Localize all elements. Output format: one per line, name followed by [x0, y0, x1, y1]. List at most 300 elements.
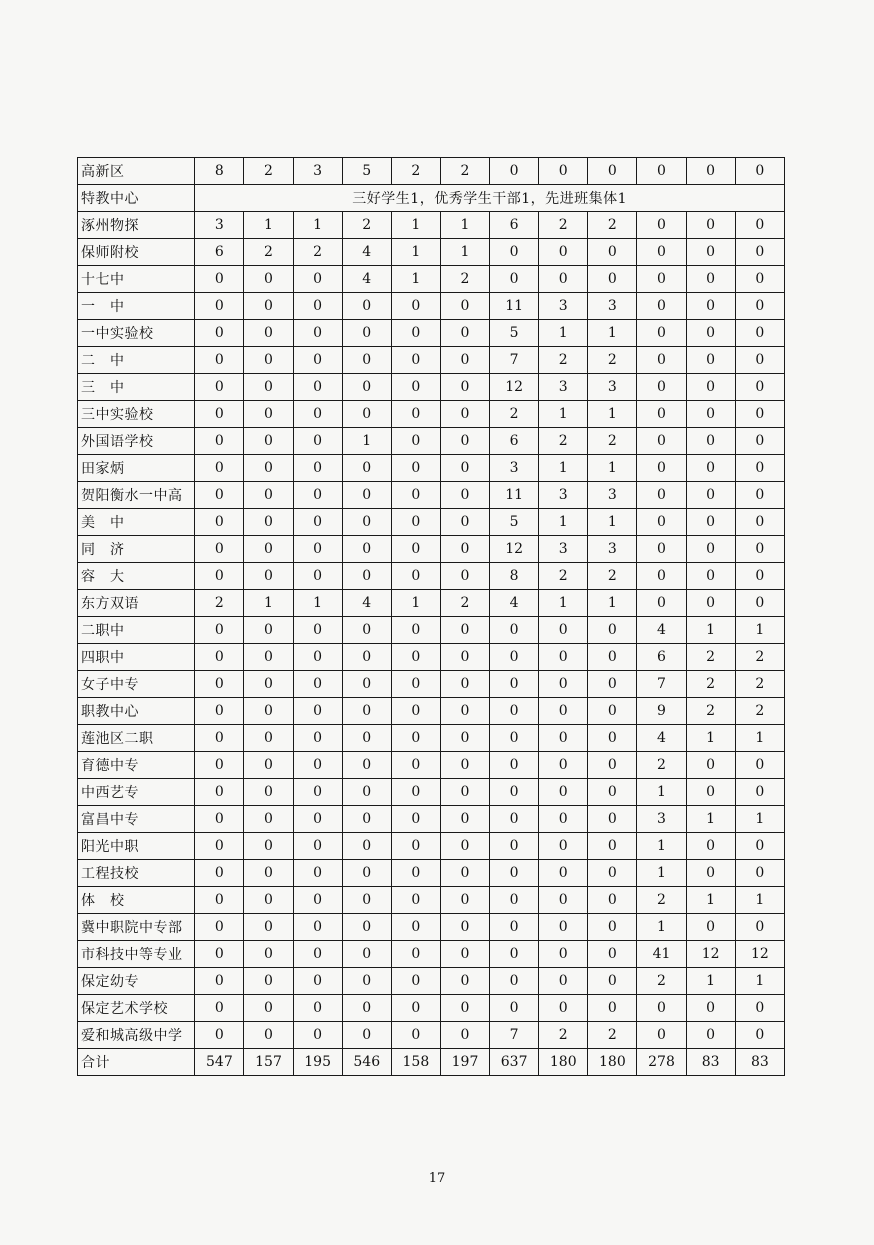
value-cell: 0 [244, 752, 293, 779]
value-cell: 4 [637, 725, 686, 752]
value-cell: 0 [637, 239, 686, 266]
value-cell: 0 [391, 914, 440, 941]
value-cell: 0 [588, 158, 637, 185]
value-cell: 5 [342, 158, 391, 185]
value-cell: 0 [244, 644, 293, 671]
value-cell: 1 [391, 266, 440, 293]
value-cell: 0 [490, 617, 539, 644]
value-cell: 8 [490, 563, 539, 590]
value-cell: 2 [686, 644, 735, 671]
table-row [78, 968, 785, 995]
value-cell: 0 [342, 401, 391, 428]
school-name-cell: 田家炳 [78, 455, 195, 482]
value-cell: 2 [686, 671, 735, 698]
school-name-cell: 二 中 [78, 347, 195, 374]
value-cell: 2 [440, 590, 489, 617]
value-cell: 0 [440, 752, 489, 779]
value-cell: 0 [637, 212, 686, 239]
value-cell: 0 [735, 563, 784, 590]
value-cell: 0 [293, 266, 342, 293]
value-cell: 12 [686, 941, 735, 968]
value-cell: 0 [244, 509, 293, 536]
value-cell: 0 [735, 428, 784, 455]
value-cell: 0 [195, 698, 244, 725]
value-cell: 0 [342, 536, 391, 563]
value-cell: 2 [342, 212, 391, 239]
value-cell: 2 [735, 671, 784, 698]
value-cell: 0 [539, 617, 588, 644]
value-cell: 0 [440, 887, 489, 914]
value-cell: 0 [588, 617, 637, 644]
table-row [78, 158, 785, 185]
value-cell: 0 [735, 239, 784, 266]
value-cell: 0 [490, 644, 539, 671]
value-cell: 12 [490, 536, 539, 563]
value-cell: 0 [244, 266, 293, 293]
value-cell: 0 [588, 995, 637, 1022]
value-cell: 0 [195, 320, 244, 347]
value-cell: 0 [195, 644, 244, 671]
value-cell: 0 [686, 401, 735, 428]
value-cell: 0 [637, 266, 686, 293]
value-cell: 2 [539, 563, 588, 590]
value-cell: 0 [244, 671, 293, 698]
value-cell: 0 [539, 995, 588, 1022]
school-name-cell: 中西艺专 [78, 779, 195, 806]
value-cell: 0 [293, 536, 342, 563]
value-cell: 0 [342, 617, 391, 644]
value-cell: 0 [244, 968, 293, 995]
value-cell: 0 [440, 833, 489, 860]
value-cell: 2 [735, 698, 784, 725]
value-cell: 0 [637, 374, 686, 401]
value-cell: 1 [440, 239, 489, 266]
value-cell: 0 [391, 563, 440, 590]
value-cell: 2 [588, 428, 637, 455]
value-cell: 0 [539, 779, 588, 806]
table-row [78, 914, 785, 941]
table-row [78, 644, 785, 671]
value-cell: 0 [588, 779, 637, 806]
value-cell: 0 [440, 806, 489, 833]
value-cell: 0 [490, 860, 539, 887]
value-cell: 1 [440, 212, 489, 239]
value-cell: 3 [588, 374, 637, 401]
value-cell: 0 [637, 401, 686, 428]
value-cell: 0 [342, 482, 391, 509]
value-cell: 0 [735, 347, 784, 374]
value-cell: 0 [686, 428, 735, 455]
value-cell: 2 [244, 239, 293, 266]
value-cell: 3 [588, 536, 637, 563]
value-cell: 0 [539, 158, 588, 185]
value-cell: 0 [391, 752, 440, 779]
value-cell: 3 [637, 806, 686, 833]
school-name-cell: 贺阳衡水一中高 [78, 482, 195, 509]
school-name-cell: 三 中 [78, 374, 195, 401]
value-cell: 0 [391, 644, 440, 671]
value-cell: 6 [490, 428, 539, 455]
value-cell: 0 [244, 941, 293, 968]
value-cell: 0 [637, 158, 686, 185]
value-cell: 0 [391, 725, 440, 752]
value-cell: 0 [195, 428, 244, 455]
value-cell: 1 [244, 212, 293, 239]
value-cell: 0 [440, 563, 489, 590]
value-cell: 0 [342, 320, 391, 347]
value-cell: 2 [539, 347, 588, 374]
value-cell: 0 [293, 914, 342, 941]
value-cell: 0 [686, 374, 735, 401]
value-cell: 2 [440, 266, 489, 293]
value-cell: 0 [735, 833, 784, 860]
value-cell: 0 [342, 914, 391, 941]
value-cell: 0 [735, 914, 784, 941]
table-row [78, 293, 785, 320]
value-cell: 3 [539, 536, 588, 563]
school-name-cell: 涿州物探 [78, 212, 195, 239]
value-cell: 11 [490, 293, 539, 320]
table-row [78, 725, 785, 752]
table-row [78, 536, 785, 563]
value-cell: 1 [391, 590, 440, 617]
value-cell: 0 [686, 914, 735, 941]
value-cell: 0 [293, 374, 342, 401]
value-cell: 1 [588, 509, 637, 536]
value-cell: 0 [244, 536, 293, 563]
value-cell: 0 [490, 995, 539, 1022]
value-cell: 0 [244, 698, 293, 725]
value-cell: 0 [735, 536, 784, 563]
value-cell: 0 [490, 833, 539, 860]
value-cell: 12 [490, 374, 539, 401]
value-cell: 0 [735, 1022, 784, 1049]
value-cell: 0 [735, 860, 784, 887]
value-cell: 0 [391, 347, 440, 374]
school-name-cell: 同 济 [78, 536, 195, 563]
table-row [78, 590, 785, 617]
value-cell: 4 [490, 590, 539, 617]
value-cell: 0 [342, 995, 391, 1022]
value-cell: 0 [539, 833, 588, 860]
table-row [78, 617, 785, 644]
value-cell: 0 [539, 752, 588, 779]
value-cell: 0 [686, 293, 735, 320]
value-cell: 0 [391, 671, 440, 698]
value-cell: 1 [637, 833, 686, 860]
value-cell: 7 [490, 1022, 539, 1049]
value-cell: 0 [539, 968, 588, 995]
value-cell: 0 [440, 455, 489, 482]
value-cell: 1 [588, 320, 637, 347]
value-cell: 0 [244, 347, 293, 374]
value-cell: 0 [293, 698, 342, 725]
value-cell: 0 [440, 401, 489, 428]
value-cell: 0 [440, 779, 489, 806]
value-cell: 0 [244, 401, 293, 428]
school-name-cell: 市科技中等专业 [78, 941, 195, 968]
value-cell: 0 [440, 725, 489, 752]
value-cell: 0 [440, 428, 489, 455]
school-name-cell: 特教中心 [78, 185, 195, 212]
value-cell: 0 [735, 293, 784, 320]
value-cell: 0 [293, 941, 342, 968]
value-cell: 0 [637, 1022, 686, 1049]
value-cell: 0 [637, 293, 686, 320]
value-cell: 0 [490, 158, 539, 185]
value-cell: 1 [293, 212, 342, 239]
value-cell: 0 [440, 293, 489, 320]
value-cell: 0 [440, 644, 489, 671]
table-row [78, 320, 785, 347]
school-name-cell: 保师附校 [78, 239, 195, 266]
value-cell: 0 [735, 158, 784, 185]
table-row [78, 833, 785, 860]
value-cell: 0 [490, 239, 539, 266]
value-cell: 2 [293, 239, 342, 266]
value-cell: 0 [588, 806, 637, 833]
value-cell: 5 [490, 320, 539, 347]
value-cell: 0 [588, 968, 637, 995]
table-row [78, 995, 785, 1022]
value-cell: 2 [244, 158, 293, 185]
value-cell: 0 [342, 887, 391, 914]
value-cell: 0 [293, 347, 342, 374]
value-cell: 0 [391, 833, 440, 860]
school-name-cell: 合计 [78, 1049, 195, 1076]
value-cell: 2 [637, 968, 686, 995]
value-cell: 0 [244, 455, 293, 482]
value-cell: 1 [539, 401, 588, 428]
value-cell: 0 [490, 266, 539, 293]
value-cell: 0 [588, 725, 637, 752]
table-row [78, 671, 785, 698]
value-cell: 3 [539, 374, 588, 401]
value-cell: 0 [735, 509, 784, 536]
value-cell: 0 [195, 374, 244, 401]
value-cell: 3 [490, 455, 539, 482]
value-cell: 0 [440, 968, 489, 995]
value-cell: 0 [195, 1022, 244, 1049]
value-cell: 1 [342, 428, 391, 455]
value-cell: 0 [637, 320, 686, 347]
value-cell: 0 [637, 536, 686, 563]
value-cell: 1 [686, 725, 735, 752]
value-cell: 0 [391, 428, 440, 455]
school-name-cell: 莲池区二职 [78, 725, 195, 752]
school-name-cell: 容 大 [78, 563, 195, 590]
value-cell: 0 [637, 563, 686, 590]
value-cell: 0 [490, 779, 539, 806]
value-cell: 0 [195, 482, 244, 509]
value-cell: 0 [342, 374, 391, 401]
value-cell: 0 [539, 887, 588, 914]
value-cell: 0 [440, 914, 489, 941]
table-row [78, 779, 785, 806]
value-cell: 6 [637, 644, 686, 671]
value-cell: 0 [686, 860, 735, 887]
table-row [78, 1049, 785, 1076]
school-name-cell: 保定艺术学校 [78, 995, 195, 1022]
table-row [78, 347, 785, 374]
value-cell: 0 [637, 347, 686, 374]
value-cell: 2 [588, 212, 637, 239]
value-cell: 0 [293, 671, 342, 698]
table-body [78, 158, 785, 1076]
value-cell: 12 [735, 941, 784, 968]
value-cell: 0 [244, 320, 293, 347]
value-cell: 3 [588, 482, 637, 509]
value-cell: 0 [293, 1022, 342, 1049]
value-cell: 3 [293, 158, 342, 185]
value-cell: 0 [293, 779, 342, 806]
value-cell: 0 [293, 617, 342, 644]
value-cell: 1 [686, 806, 735, 833]
value-cell: 0 [391, 509, 440, 536]
value-cell: 0 [342, 806, 391, 833]
value-cell: 1 [637, 860, 686, 887]
value-cell: 0 [293, 752, 342, 779]
value-cell: 2 [588, 347, 637, 374]
value-cell: 0 [539, 725, 588, 752]
value-cell: 0 [195, 347, 244, 374]
value-cell: 0 [588, 752, 637, 779]
value-cell: 0 [342, 509, 391, 536]
table-row [78, 266, 785, 293]
value-cell: 0 [342, 941, 391, 968]
value-cell: 0 [539, 860, 588, 887]
value-cell: 0 [244, 482, 293, 509]
value-cell: 0 [293, 725, 342, 752]
value-cell: 0 [342, 968, 391, 995]
value-cell: 0 [637, 428, 686, 455]
school-name-cell: 女子中专 [78, 671, 195, 698]
value-cell: 0 [686, 536, 735, 563]
value-cell: 0 [440, 347, 489, 374]
value-cell: 1 [686, 968, 735, 995]
value-cell: 0 [342, 563, 391, 590]
value-cell: 0 [637, 995, 686, 1022]
value-cell: 546 [342, 1049, 391, 1076]
value-cell: 0 [195, 401, 244, 428]
value-cell: 0 [391, 482, 440, 509]
value-cell: 2 [391, 158, 440, 185]
value-cell: 7 [490, 347, 539, 374]
value-cell: 1 [539, 455, 588, 482]
table-row [78, 455, 785, 482]
value-cell: 0 [735, 752, 784, 779]
value-cell: 0 [244, 293, 293, 320]
value-cell: 0 [637, 482, 686, 509]
value-cell: 2 [637, 752, 686, 779]
value-cell: 1 [735, 725, 784, 752]
value-cell: 0 [391, 860, 440, 887]
value-cell: 0 [735, 212, 784, 239]
value-cell: 0 [244, 995, 293, 1022]
value-cell: 0 [391, 401, 440, 428]
value-cell: 0 [735, 590, 784, 617]
value-cell: 2 [440, 158, 489, 185]
value-cell: 0 [440, 617, 489, 644]
school-name-cell: 十七中 [78, 266, 195, 293]
page-number: 17 [428, 1171, 446, 1186]
value-cell: 0 [244, 914, 293, 941]
table-row [78, 428, 785, 455]
value-cell: 0 [440, 860, 489, 887]
table-row [78, 752, 785, 779]
value-cell: 2 [490, 401, 539, 428]
value-cell: 0 [391, 1022, 440, 1049]
value-cell: 0 [195, 455, 244, 482]
value-cell: 0 [588, 671, 637, 698]
value-cell: 0 [195, 671, 244, 698]
table-row [78, 941, 785, 968]
table-row [78, 806, 785, 833]
school-name-cell: 保定幼专 [78, 968, 195, 995]
value-cell: 0 [293, 320, 342, 347]
school-name-cell: 一 中 [78, 293, 195, 320]
school-name-cell: 体 校 [78, 887, 195, 914]
value-cell: 0 [293, 968, 342, 995]
value-cell: 0 [195, 779, 244, 806]
value-cell: 0 [391, 887, 440, 914]
value-cell: 0 [735, 401, 784, 428]
value-cell: 1 [539, 590, 588, 617]
value-cell: 0 [342, 1022, 391, 1049]
value-cell: 0 [490, 671, 539, 698]
table-row [78, 1022, 785, 1049]
table-row [78, 509, 785, 536]
value-cell: 0 [686, 563, 735, 590]
table-row [78, 239, 785, 266]
value-cell: 0 [686, 158, 735, 185]
value-cell: 9 [637, 698, 686, 725]
value-cell: 0 [195, 752, 244, 779]
table-row [78, 698, 785, 725]
value-cell: 5 [490, 509, 539, 536]
value-cell: 2 [539, 1022, 588, 1049]
table-row [78, 185, 785, 212]
value-cell: 0 [293, 887, 342, 914]
value-cell: 0 [244, 428, 293, 455]
value-cell: 0 [490, 941, 539, 968]
value-cell: 0 [391, 995, 440, 1022]
value-cell: 0 [637, 455, 686, 482]
value-cell: 0 [539, 266, 588, 293]
school-name-cell: 育德中专 [78, 752, 195, 779]
value-cell: 2 [735, 644, 784, 671]
value-cell: 0 [391, 617, 440, 644]
value-cell: 0 [244, 617, 293, 644]
value-cell: 1 [637, 914, 686, 941]
value-cell: 1 [588, 401, 637, 428]
value-cell: 0 [342, 833, 391, 860]
value-cell: 0 [342, 860, 391, 887]
value-cell: 0 [293, 509, 342, 536]
value-cell: 0 [490, 968, 539, 995]
value-cell: 157 [244, 1049, 293, 1076]
value-cell: 0 [342, 293, 391, 320]
value-cell: 0 [195, 617, 244, 644]
value-cell: 0 [440, 1022, 489, 1049]
value-cell: 0 [735, 995, 784, 1022]
value-cell: 0 [539, 806, 588, 833]
value-cell: 180 [539, 1049, 588, 1076]
table-row [78, 374, 785, 401]
value-cell: 0 [686, 833, 735, 860]
value-cell: 2 [686, 698, 735, 725]
value-cell: 197 [440, 1049, 489, 1076]
